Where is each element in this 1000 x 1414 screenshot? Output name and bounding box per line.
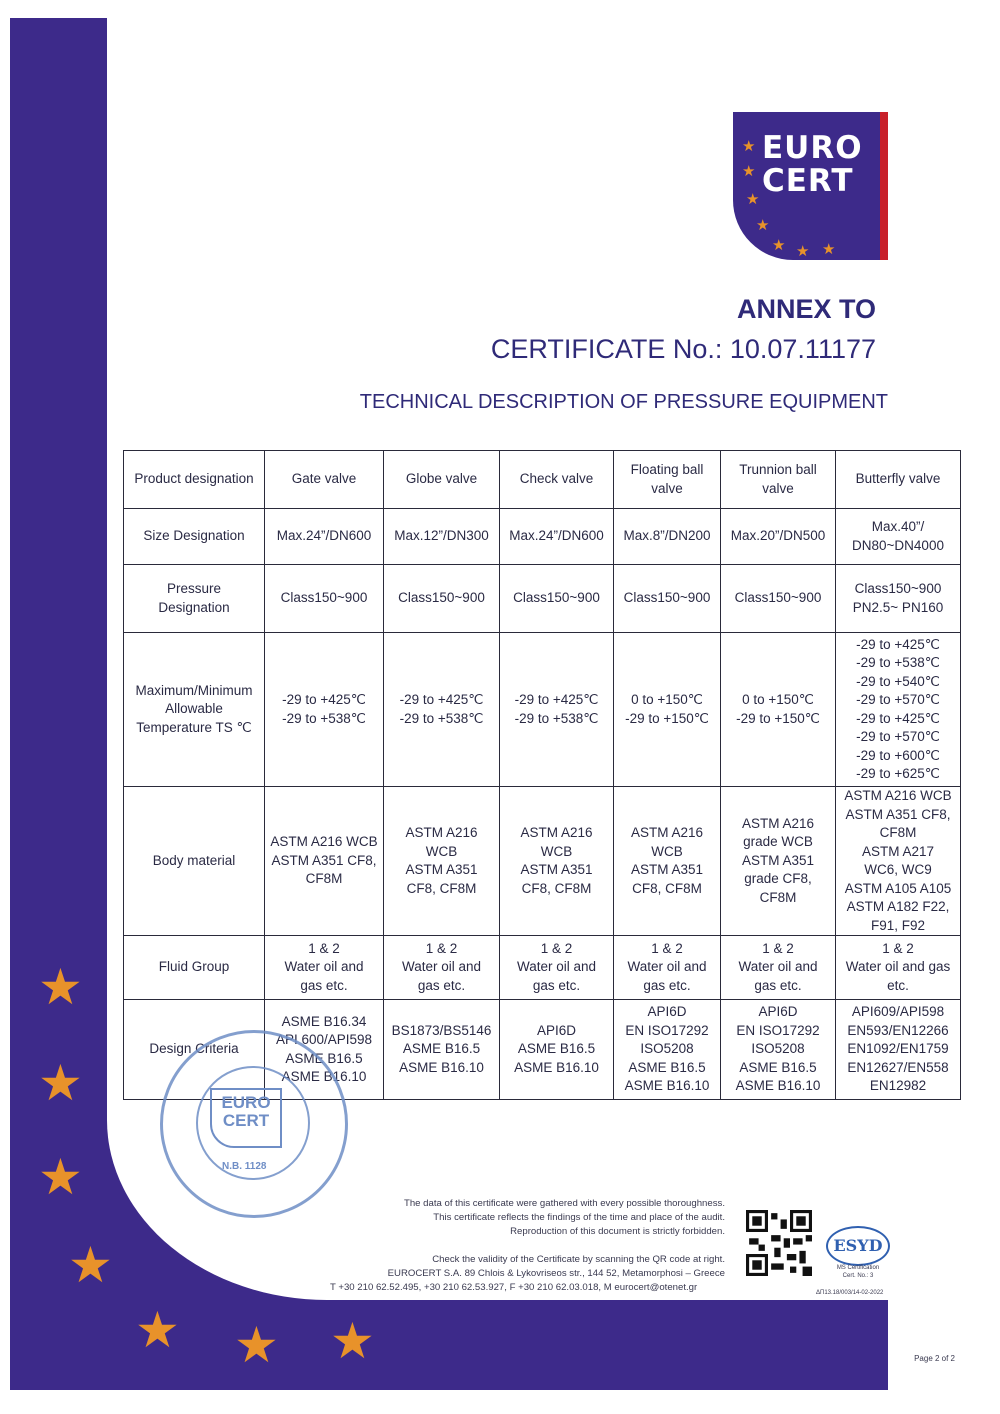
cell-line: ASTM A351 CF8,: [271, 852, 377, 868]
cell-line: CF8M: [879, 825, 917, 840]
star-icon: ★: [822, 240, 836, 258]
cell-line: grade WCB: [743, 834, 813, 850]
cell-line: ASTM A351: [405, 862, 478, 877]
cell-line: API609/API598: [851, 1004, 945, 1020]
cell-line: 0 to +150℃: [631, 692, 703, 707]
cell-line: ASTM A216: [405, 825, 478, 840]
cell-line: ASTM A216 WCB: [270, 834, 378, 850]
esyd-caption-2: Cert. No.: 3: [842, 1273, 874, 1279]
cell-line: ASME B16.5: [739, 1059, 817, 1075]
cell-line: EN ISO17292: [625, 1022, 709, 1038]
footer-note-2: This certificate reflects the findings of the time and place of the audit.: [433, 1212, 725, 1223]
cell-line: WCB: [540, 843, 573, 859]
table-cell: [836, 787, 961, 936]
cell-line: API6D: [758, 1004, 798, 1020]
cell-line: gas etc.: [532, 977, 581, 993]
cell-line: -29 to +538℃: [514, 710, 599, 726]
table-cell: [265, 936, 384, 1000]
cell-line: 0 to +150℃: [742, 692, 814, 707]
table-cell: [721, 451, 836, 509]
logo-accent-bar: [880, 112, 888, 260]
cell-line: Pressure: [166, 581, 222, 596]
cell-line: ASME B16.5: [285, 1050, 363, 1066]
cell-line: Design Criteria: [149, 1041, 239, 1057]
cell-line: EN12627/EN558: [847, 1059, 949, 1075]
cell-line: Max.40”/: [871, 519, 925, 534]
star-icon: ★: [742, 162, 756, 180]
table-cell: [836, 509, 961, 565]
cell-line: -29 to +425℃: [514, 692, 599, 707]
cell-line: ASME B16.10: [624, 1078, 710, 1094]
cell-line: -29 to +600℃: [856, 747, 940, 763]
cell-line: ASME B16.34: [281, 1013, 367, 1029]
star-icon: ★: [38, 1148, 83, 1206]
table-cell: [265, 565, 384, 633]
cell-line: Class150~900: [623, 590, 711, 606]
cell-line: 1 & 2: [762, 940, 794, 956]
table-cell: [614, 565, 721, 633]
cell-line: ASME B16.5: [628, 1059, 706, 1075]
cell-line: Check valve: [519, 471, 594, 487]
row-header-cell: [124, 509, 265, 565]
table-cell: [836, 451, 961, 509]
cell-line: -29 to +425℃: [856, 636, 940, 652]
table-cell: [500, 936, 614, 1000]
cell-line: Body material: [152, 852, 236, 868]
cell-line: gas etc.: [417, 977, 466, 993]
certificate-number: CERTIFICATE No.: 10.07.11177: [490, 334, 876, 364]
cell-line: 1 & 2: [540, 940, 573, 956]
footer-address: EUROCERT S.A. 89 Chlois & Lykovriseos str., 144 52, Metamorphosi – Greece: [387, 1268, 725, 1279]
table-cell: [721, 565, 836, 633]
cell-line: Water oil and: [627, 959, 707, 975]
cell-line: grade CF8,: [744, 871, 812, 887]
cell-line: Designation: [158, 599, 230, 615]
table-cell: [721, 633, 836, 787]
cell-line: gas etc.: [643, 977, 691, 993]
table-cell: [721, 1000, 836, 1100]
cell-line: ISO5208: [751, 1041, 805, 1057]
cell-line: CF8M: [759, 889, 797, 905]
row-header-cell: [124, 936, 265, 1000]
cell-line: Water oil and gas: [845, 959, 951, 975]
star-icon: ★: [135, 1301, 180, 1359]
cell-line: ASME B16.10: [514, 1059, 599, 1075]
table-cell: [836, 936, 961, 1000]
table-cell: [721, 787, 836, 936]
cell-line: Floating ball: [630, 462, 704, 477]
table-cell: [500, 509, 614, 565]
esyd-accreditation-logo: ESYD: [826, 1226, 890, 1266]
cell-line: etc.: [887, 977, 909, 993]
star-icon: ★: [234, 1316, 279, 1374]
stamp-logo: EURO CERT: [210, 1088, 282, 1148]
cell-line: CF8M: [305, 871, 343, 887]
cell-line: EN1092/EN1759: [847, 1041, 949, 1057]
cell-line: ASTM A351: [630, 862, 704, 877]
cell-line: -29 to +538℃: [282, 710, 366, 726]
cell-line: ASME B16.5: [402, 1041, 481, 1057]
cell-line: Temperature TS ℃: [136, 719, 252, 735]
cell-line: Water oil and: [738, 959, 818, 975]
cell-line: -29 to +625℃: [856, 766, 940, 781]
qr-code-icon[interactable]: [746, 1210, 812, 1276]
cell-line: -29 to +425℃: [399, 692, 484, 707]
cell-line: ASME B16.10: [281, 1069, 367, 1084]
logo-line1: EURO: [762, 130, 863, 166]
cell-line: -29 to +538℃: [399, 710, 484, 726]
table-cell: [500, 787, 614, 936]
cell-line: ASME B16.5: [517, 1041, 596, 1057]
table-cell: [500, 633, 614, 787]
cell-line: gas etc.: [300, 977, 348, 993]
esyd-caption-1: MS Certification: [836, 1265, 880, 1271]
cell-line: EN593/EN12266: [847, 1022, 949, 1038]
cell-line: EN ISO17292: [736, 1022, 820, 1038]
cell-line: Class150~900: [398, 590, 485, 606]
cell-line: Class150~900: [854, 581, 942, 596]
cell-line: Product designation: [134, 471, 254, 487]
star-icon: ★: [38, 1054, 83, 1112]
table-cell: [614, 936, 721, 1000]
cell-line: API6D: [647, 1004, 687, 1020]
cell-line: Allowable: [165, 701, 223, 717]
cell-line: 1 & 2: [882, 940, 914, 956]
table-cell: [500, 451, 614, 509]
stamp-nb-number: N.B. 1128: [222, 1161, 267, 1172]
cell-line: -29 to +540℃: [856, 673, 940, 689]
cell-line: ASTM A351 CF8,: [845, 806, 951, 822]
table-cell: [614, 1000, 721, 1100]
table-row: [124, 787, 961, 936]
footer-note-1: The data of this certificate were gathered with every possible thoroughness.: [403, 1198, 725, 1209]
document-subtitle: TECHNICAL DESCRIPTION OF PRESSURE EQUIPMENT: [359, 391, 888, 413]
cell-line: ASME B16.10: [735, 1078, 821, 1094]
cell-line: -29 to +570℃: [856, 692, 940, 707]
star-icon: ★: [742, 137, 756, 155]
table-cell: [721, 936, 836, 1000]
table-cell: [836, 565, 961, 633]
star-icon: ★: [756, 216, 770, 234]
equipment-spec-table: [123, 450, 961, 1100]
row-header-cell: [124, 633, 265, 787]
cell-line: gas etc.: [754, 977, 802, 993]
cell-line: valve: [651, 480, 683, 496]
star-icon: ★: [38, 958, 83, 1016]
star-icon: ★: [68, 1236, 113, 1294]
cell-line: Gate valve: [291, 471, 357, 487]
cell-line: Butterfly valve: [855, 471, 941, 487]
cell-line: Water oil and: [516, 959, 597, 975]
cell-line: -29 to +425℃: [282, 692, 366, 707]
table-cell: [265, 787, 384, 936]
cell-line: -29 to +150℃: [625, 710, 709, 726]
cell-line: DN80~DN4000: [852, 537, 944, 553]
cell-line: ASTM A351: [741, 852, 815, 868]
cell-line: F91, F92: [870, 917, 926, 933]
table-cell: [384, 1000, 500, 1100]
cell-line: Fluid Group: [158, 959, 230, 975]
cell-line: API 600/API598: [275, 1032, 373, 1047]
star-icon: ★: [330, 1312, 375, 1370]
cell-line: 1 & 2: [308, 940, 340, 956]
table-cell: [721, 509, 836, 565]
logo-line2: CERT: [762, 163, 854, 199]
cell-line: CF8, CF8M: [406, 880, 477, 896]
table-cell: [500, 565, 614, 633]
esyd-caption: [828, 1264, 888, 1280]
footer-note-3: Reproduction of this document is strictly forbidden.: [510, 1226, 725, 1237]
star-icon: ★: [772, 236, 786, 254]
table-row: [124, 509, 961, 565]
table-cell: [384, 509, 500, 565]
table-cell: [836, 1000, 961, 1100]
cell-line: WCB: [651, 843, 683, 859]
cell-line: 1 & 2: [651, 940, 683, 956]
cell-line: ASTM A216: [741, 815, 815, 831]
cell-line: 1 & 2: [425, 940, 458, 956]
page-number: Page 2 of 2: [914, 1354, 955, 1363]
footer-contact: T +30 210 62.52.495, +30 210 62.53.927, F +30 210 62.03.018, M eurocert@otenet.gr: [330, 1282, 698, 1293]
cell-line: Class150~900: [513, 590, 600, 606]
table-cell: [614, 633, 721, 787]
cell-line: Max.12”/DN300: [394, 528, 489, 544]
cell-line: ASTM A216: [520, 825, 593, 840]
table-cell: [265, 509, 384, 565]
star-icon: ★: [746, 190, 760, 208]
cell-line: Max.24”/DN600: [276, 528, 372, 544]
cell-line: CF8, CF8M: [521, 880, 592, 896]
logo-text: [762, 132, 863, 198]
cell-line: -29 to +570℃: [856, 729, 940, 744]
cell-line: API6D: [536, 1022, 577, 1038]
cell-line: EN12982: [869, 1078, 927, 1094]
cell-line: -29 to +538℃: [856, 655, 940, 670]
table-cell: [500, 1000, 614, 1100]
table-cell: [265, 633, 384, 787]
cell-line: WC6, WC9: [864, 862, 932, 877]
cell-line: Maximum/Minimum: [135, 682, 253, 698]
cell-line: CF8, CF8M: [632, 880, 702, 896]
cell-line: BS1873/BS5146: [391, 1022, 492, 1038]
table-cell: [614, 451, 721, 509]
cell-line: -29 to +425℃: [856, 710, 940, 726]
row-header-cell: [124, 451, 265, 509]
table-row: [124, 936, 961, 1000]
cell-line: ASTM A105 A105: [844, 880, 952, 896]
table-row: [124, 633, 961, 787]
cell-line: WCB: [425, 843, 458, 859]
table-cell: [614, 509, 721, 565]
cell-line: Max.8”/DN200: [623, 528, 711, 544]
cell-line: Water oil and: [401, 959, 482, 975]
table-cell: [384, 451, 500, 509]
cell-line: ASME B16.10: [399, 1059, 484, 1075]
cell-line: ASTM A217: [861, 843, 935, 859]
cell-line: Max.24”/DN600: [509, 528, 604, 544]
table-row: [124, 565, 961, 633]
cell-line: Max.20”/DN500: [730, 528, 826, 544]
cell-line: Globe valve: [405, 471, 478, 487]
annex-title: ANNEX TO: [736, 294, 876, 324]
cell-line: valve: [762, 480, 794, 496]
row-header-cell: [124, 565, 265, 633]
table-cell: [384, 633, 500, 787]
table-cell: [265, 451, 384, 509]
table-cell: [614, 787, 721, 936]
cell-line: Trunnion ball: [739, 462, 817, 477]
table-cell: [384, 787, 500, 936]
table-cell: [384, 565, 500, 633]
cell-line: PN2.5~ PN160: [852, 599, 944, 615]
cell-line: Class150~900: [734, 590, 822, 606]
cell-line: ASTM A351: [520, 862, 593, 877]
cell-line: ISO5208: [640, 1041, 694, 1057]
esyd-reference: ΔΠ13.18/003/14-02-2022: [816, 1290, 884, 1296]
cell-line: ASTM A216: [630, 825, 704, 840]
table-cell: [836, 633, 961, 787]
cell-line: Water oil and: [284, 959, 364, 975]
row-header-cell: [124, 787, 265, 936]
cell-line: ASTM A216 WCB: [844, 788, 952, 803]
footer-qr-note: Check the validity of the Certificate by scanning the QR code at right.: [432, 1254, 725, 1265]
table-cell: [384, 936, 500, 1000]
cell-line: Class150~900: [280, 590, 368, 606]
cell-line: -29 to +150℃: [736, 710, 820, 726]
star-icon: ★: [796, 242, 810, 260]
cell-line: ASTM A182 F22,: [846, 899, 950, 914]
cell-line: Size Designation: [143, 528, 245, 544]
table-row: [124, 451, 961, 509]
